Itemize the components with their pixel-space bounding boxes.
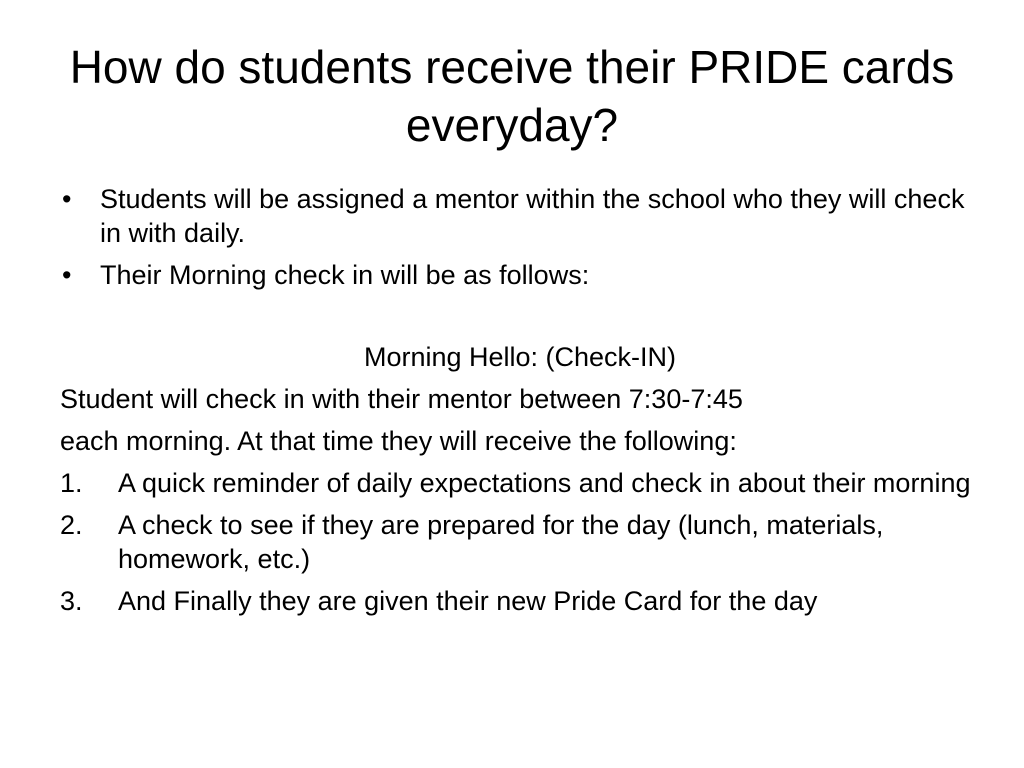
item-text: A quick reminder of daily expectations and check in about their morning	[118, 468, 971, 498]
bullet-text: Students will be assigned a mentor within the school who they will check in with daily.	[100, 184, 965, 248]
item-number: 2.	[60, 510, 83, 540]
bullet-text: Their Morning check in will be as follows:	[100, 260, 590, 290]
subheading: Morning Hello: (Check-IN)	[363, 342, 677, 372]
numbered-item	[60, 508, 980, 576]
spacer	[60, 300, 980, 340]
bullet-list	[60, 182, 980, 292]
slide-body	[60, 182, 980, 626]
paragraph-line: each morning. At that time they will receive the following:	[60, 426, 737, 456]
bullet-item	[60, 182, 980, 250]
bullet-icon: •	[62, 184, 72, 214]
slide-title: How do students receive their PRIDE cards everyday?	[69, 41, 955, 151]
numbered-list	[60, 466, 980, 618]
bullet-item	[60, 258, 980, 292]
numbered-item	[60, 584, 980, 618]
item-text: A check to see if they are prepared for the day (lunch, materials, homework, etc.)	[118, 510, 884, 574]
item-number: 1.	[60, 468, 83, 498]
item-number: 3.	[60, 586, 83, 616]
numbered-item	[60, 466, 980, 500]
item-text: And Finally they are given their new Pride Card for the day	[118, 586, 818, 616]
bullet-icon: •	[62, 260, 72, 290]
paragraph-line: Student will check in with their mentor between 7:30-7:45	[60, 384, 743, 414]
